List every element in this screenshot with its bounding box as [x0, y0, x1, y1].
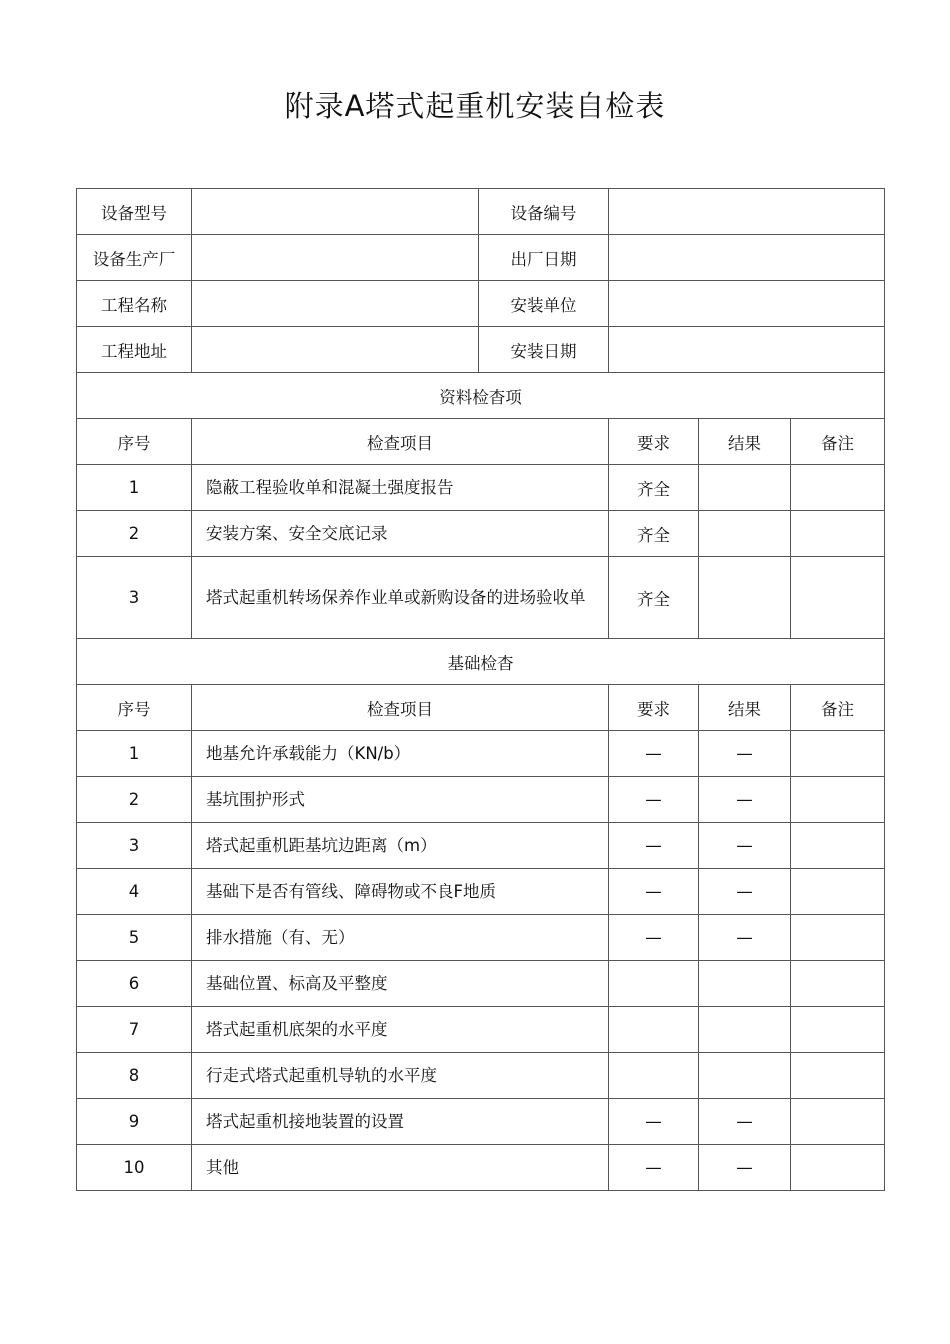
docs-section-header — [77, 373, 885, 419]
row-item: 塔式起重机转场保养作业单或新购设备的进场验收单 — [192, 557, 609, 639]
table-row — [77, 777, 885, 823]
project-field[interactable] — [192, 281, 479, 327]
col-note: 备注 — [791, 419, 885, 465]
install-date-label: 安装日期 — [479, 327, 609, 373]
row-item: 塔式起重机距基坑边距离（m） — [192, 823, 609, 869]
row-no: 1 — [77, 465, 192, 511]
row-item: 塔式起重机接地装置的设置 — [192, 1099, 609, 1145]
row-req: — — [609, 777, 699, 823]
table-row — [77, 557, 885, 639]
row-item: 安装方案、安全交底记录 — [192, 511, 609, 557]
row-no: 8 — [77, 1053, 192, 1099]
row-note[interactable] — [791, 1099, 885, 1145]
date-field[interactable] — [609, 235, 885, 281]
row-item: 基础下是否有管线、障碍物或不良F地质 — [192, 869, 609, 915]
row-req: — — [609, 823, 699, 869]
row-result[interactable]: — — [699, 777, 791, 823]
row-req: — — [609, 915, 699, 961]
row-result[interactable] — [699, 557, 791, 639]
page-title: 附录A塔式起重机安装自检表 — [284, 89, 666, 123]
col-no: 序号 — [77, 419, 192, 465]
row-note[interactable] — [791, 465, 885, 511]
row-req: 齐全 — [609, 511, 699, 557]
row-req: — — [609, 1099, 699, 1145]
info-row-project — [77, 281, 885, 327]
serial-field[interactable] — [609, 189, 885, 235]
row-no: 5 — [77, 915, 192, 961]
row-no: 2 — [77, 511, 192, 557]
info-row-address — [77, 327, 885, 373]
row-no: 6 — [77, 961, 192, 1007]
row-result[interactable]: — — [699, 1099, 791, 1145]
row-note[interactable] — [791, 915, 885, 961]
project-label: 工程名称 — [77, 281, 192, 327]
row-result[interactable]: — — [699, 1145, 791, 1191]
info-row-model — [77, 189, 885, 235]
row-req: 齐全 — [609, 465, 699, 511]
installer-label: 安装单位 — [479, 281, 609, 327]
row-item: 基础位置、标高及平整度 — [192, 961, 609, 1007]
address-field[interactable] — [192, 327, 479, 373]
maker-field[interactable] — [192, 235, 479, 281]
docs-section-title: 资料检杳项 — [77, 373, 885, 419]
row-no: 10 — [77, 1145, 192, 1191]
table-row — [77, 961, 885, 1007]
date-label: 出厂日期 — [479, 235, 609, 281]
row-req: 齐全 — [609, 557, 699, 639]
row-note[interactable] — [791, 823, 885, 869]
maker-label: 设备生产厂 — [77, 235, 192, 281]
row-item: 行走式塔式起重机导轨的水平度 — [192, 1053, 609, 1099]
row-note[interactable] — [791, 731, 885, 777]
table-row — [77, 1145, 885, 1191]
col-note: 备注 — [791, 685, 885, 731]
table-row — [77, 731, 885, 777]
row-item: 地基允许承载能力（KN/b） — [192, 731, 609, 777]
col-item: 检查项目 — [192, 685, 609, 731]
table-row — [77, 823, 885, 869]
row-req — [609, 961, 699, 1007]
inspection-table — [76, 188, 885, 1191]
row-item: 塔式起重机底架的水平度 — [192, 1007, 609, 1053]
row-item: 基坑围护形式 — [192, 777, 609, 823]
col-result: 结果 — [699, 419, 791, 465]
row-note[interactable] — [791, 1145, 885, 1191]
row-result[interactable] — [699, 465, 791, 511]
row-note[interactable] — [791, 1053, 885, 1099]
row-result[interactable]: — — [699, 915, 791, 961]
table-row — [77, 465, 885, 511]
table-row — [77, 915, 885, 961]
table-row — [77, 1099, 885, 1145]
row-req — [609, 1053, 699, 1099]
foundation-section-header — [77, 639, 885, 685]
row-note[interactable] — [791, 961, 885, 1007]
row-note[interactable] — [791, 869, 885, 915]
row-req: — — [609, 731, 699, 777]
row-item: 排水措施（有、无） — [192, 915, 609, 961]
row-no: 3 — [77, 823, 192, 869]
model-label: 设备型号 — [77, 189, 192, 235]
row-no: 3 — [77, 557, 192, 639]
row-result[interactable]: — — [699, 823, 791, 869]
row-result[interactable]: — — [699, 869, 791, 915]
col-item: 检查项目 — [192, 419, 609, 465]
info-row-maker — [77, 235, 885, 281]
row-result[interactable] — [699, 1053, 791, 1099]
row-no: 9 — [77, 1099, 192, 1145]
row-result[interactable] — [699, 511, 791, 557]
serial-label: 设备编号 — [479, 189, 609, 235]
install-date-field[interactable] — [609, 327, 885, 373]
col-req: 要求 — [609, 685, 699, 731]
row-item: 其他 — [192, 1145, 609, 1191]
col-no: 序号 — [77, 685, 192, 731]
row-req: — — [609, 869, 699, 915]
row-result[interactable] — [699, 961, 791, 1007]
col-result: 结果 — [699, 685, 791, 731]
table-row — [77, 869, 885, 915]
table-row — [77, 511, 885, 557]
model-field[interactable] — [192, 189, 479, 235]
row-note[interactable] — [791, 1007, 885, 1053]
installer-field[interactable] — [609, 281, 885, 327]
row-result[interactable]: — — [699, 731, 791, 777]
row-note[interactable] — [791, 511, 885, 557]
row-no: 1 — [77, 731, 192, 777]
foundation-section-title: 基础检杳 — [77, 639, 885, 685]
row-result[interactable] — [699, 1007, 791, 1053]
row-req — [609, 1007, 699, 1053]
row-note[interactable] — [791, 557, 885, 639]
row-item: 隐蔽工程验收单和混凝土强度报告 — [192, 465, 609, 511]
row-no: 4 — [77, 869, 192, 915]
docs-column-header — [77, 419, 885, 465]
row-note[interactable] — [791, 777, 885, 823]
row-no: 2 — [77, 777, 192, 823]
table-row — [77, 1053, 885, 1099]
address-label: 工程地址 — [77, 327, 192, 373]
col-req: 要求 — [609, 419, 699, 465]
foundation-column-header — [77, 685, 885, 731]
row-no: 7 — [77, 1007, 192, 1053]
row-req: — — [609, 1145, 699, 1191]
table-row — [77, 1007, 885, 1053]
